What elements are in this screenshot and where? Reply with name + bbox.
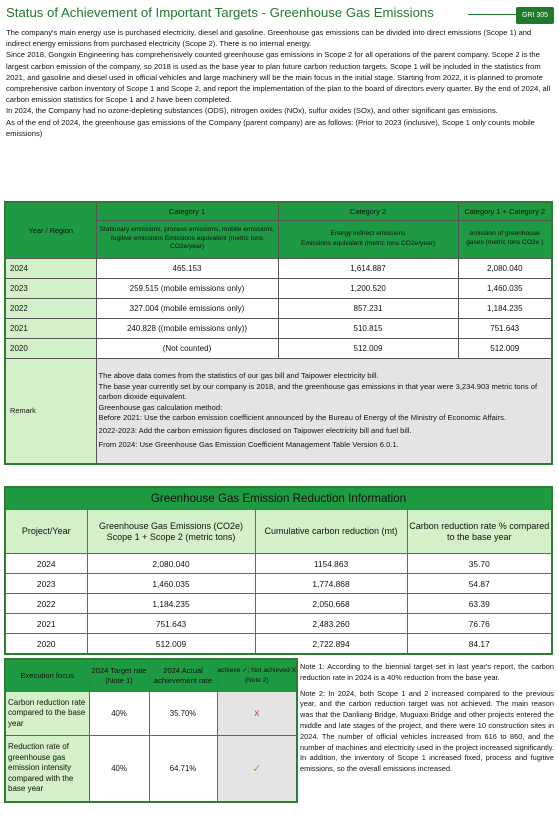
note-2: Note 2: In 2024, both Scope 1 and 2 increased compared to the previous year, and the carbon reduction target was not achieved. The main reason was that the Danliang Bridge, Muguaxi Bridge and other projects entered the middle and late stages of the project, and there were 10 construction sites in 2024. The number of official vehicles increased from 616 to 860, and the number of machines and electricity used in the project increased significantly. In addition, the inventory of Scope 1 increased fixed, process and fugitive emissions, so the overall emissions increased.	[300, 688, 554, 774]
remark-line: The base year currently set by our company is 2018, and the greenhouse gas emissions in that year were 3,234.903 metric tons of carbon dioxide equivalent.	[98, 381, 538, 402]
actual-rate-cell: 64.71%	[149, 736, 217, 802]
target-header-target: 2024 Target rate (Note 1)	[89, 659, 149, 692]
reduction-rate-cell: 54.87	[407, 574, 552, 594]
category2-cell: 1,200.520	[278, 278, 458, 298]
category2-header: Category 2	[278, 202, 458, 220]
reduction-rate-cell: 63.39	[407, 594, 552, 614]
category1-cell: 327.004 (mobile emissions only)	[96, 298, 278, 318]
category1-subheader: Stationary emissions, process emissions, mobile emissions, fugitive emissions Emissions equivalent (metric tons CO2e/year)	[96, 220, 278, 258]
category2-cell: 510.815	[278, 318, 458, 338]
category2-cell: 857.231	[278, 298, 458, 318]
header-rule	[468, 14, 516, 15]
total-cell: 751.643	[458, 318, 552, 338]
category2-subheader	[278, 220, 458, 258]
intro-paragraph: Since 2018, Gongxin Engineering has comprehensively counted greenhouse gas emissions in Scope 2 for all operations of the parent company. Scope 2 is the largest carbon emission of the company, so 2018 is used as the base year to plan future carbon reduction targets. Scope 1 will be included in the statistics from 2021, and gasoline and diesel used in official vehicles and large machinery will be the main focus in the initial stage. Starting from 2022, it is planned to promote comprehensive carbon inventory of Scope 1 and Scope 2, and report the implementation of the plan to the board of directors every quarter. By the end of 2024, all carbon emission statistics for Scope 1 and 2 have been completed.	[6, 50, 551, 105]
reduction-cumulative-cell: 2,483.260	[255, 614, 407, 634]
reduction-year-cell: 2024	[5, 554, 87, 574]
achievement-status-cell	[217, 736, 297, 802]
reduction-header-project: Project/Year	[5, 510, 87, 554]
gri-badge: GRI 305	[516, 7, 554, 24]
remark-line: The above data comes from the statistics of our gas bill and Taipower electricity bill.	[98, 371, 379, 381]
reduction-cumulative-cell: 1,774.868	[255, 574, 407, 594]
year-cell: 2021	[5, 318, 96, 338]
reduction-table-title: Greenhouse Gas Emission Reduction Information	[5, 487, 552, 510]
reduction-rate-cell: 35.70	[407, 554, 552, 574]
page-title: Status of Achievement of Important Targets - Greenhouse Gas Emissions	[6, 5, 434, 20]
remark-line: Greenhouse gas calculation method:	[98, 402, 223, 412]
actual-rate-cell: 35.70%	[149, 692, 217, 736]
remark-line: From 2024: Use Greenhouse Gas Emission Coefficient Management Table Version 6.0.1.	[98, 439, 399, 449]
reduction-header-rate: Carbon reduction rate % compared to the base year	[407, 510, 552, 554]
note-1: Note 1: According to the biennial target set in last year's report, the carbon reduction rate in 2024 is a 40% reduction from the base year.	[300, 662, 554, 682]
reduction-year-cell: 2022	[5, 594, 87, 614]
remark-line: Before 2021: Use the carbon emission coefficient announced by the Bureau of Energy of the Ministry of Economic Affairs.	[98, 412, 506, 422]
reduction-rate-cell: 84.17	[407, 634, 552, 655]
intro-paragraph: As of the end of 2024, the greenhouse gas emissions of the Company (parent company) are as follows: (Prior to 2023 (inclusive), Scope 1 only counts mobile emissions)	[6, 117, 535, 138]
target-rate-cell: 40%	[89, 736, 149, 802]
page-header	[6, 4, 554, 24]
reduction-cumulative-cell: 2,050.668	[255, 594, 407, 614]
year-region-header: Year / Region	[5, 202, 96, 258]
reduction-emissions-cell: 1,184.235	[87, 594, 255, 614]
target-header-focus: Execution focus	[5, 659, 89, 692]
reduction-emissions-cell: 2,080.040	[87, 554, 255, 574]
reduction-year-cell: 2021	[5, 614, 87, 634]
target-rate-cell: 40%	[89, 692, 149, 736]
year-cell: 2020	[5, 338, 96, 358]
category2-subheader-line: Emissions equivalent (metric tons CO2e/year)	[300, 240, 436, 247]
target-header-actual: 2024 Actual achievement rate	[149, 659, 217, 692]
total-cell: 2,080.040	[458, 258, 552, 278]
category12-subheader: emission of greenhouse gases (metric tons CO2e )	[458, 220, 552, 258]
reduction-header-emissions: Greenhouse Gas Emissions (CO2e) Scope 1 + Scope 2 (metric tons)	[87, 510, 255, 554]
check-icon: ✓	[252, 762, 262, 775]
category2-cell: 512.009	[278, 338, 458, 358]
reduction-year-cell: 2020	[5, 634, 87, 655]
total-cell: 1,460.035	[458, 278, 552, 298]
intro-text	[6, 27, 554, 139]
total-cell: 512.009	[458, 338, 552, 358]
remark-label: Remark	[5, 358, 96, 464]
category2-subheader-line: Energy indirect emissions	[330, 230, 406, 237]
reduction-emissions-cell: 512.009	[87, 634, 255, 655]
year-cell: 2022	[5, 298, 96, 318]
category1-cell: 259.515 (mobile emissions only)	[96, 278, 278, 298]
category1-cell: 240.828 ((mobile emissions only))	[96, 318, 278, 338]
remark-content	[96, 358, 552, 464]
total-cell: 1,184.235	[458, 298, 552, 318]
category1-cell: 465.153	[96, 258, 278, 278]
reduction-cumulative-cell: 2,722.894	[255, 634, 407, 655]
reduction-header-cumulative: Cumulative carbon reduction (mt)	[255, 510, 407, 554]
target-focus-cell: Carbon reduction rate compared to the base year	[5, 692, 89, 736]
reduction-cumulative-cell: 1154.863	[255, 554, 407, 574]
target-table	[4, 658, 298, 803]
category1-cell: (Not counted)	[96, 338, 278, 358]
emissions-table	[4, 201, 553, 465]
reduction-emissions-cell: 751.643	[87, 614, 255, 634]
cross-icon: x	[254, 708, 260, 719]
reduction-rate-cell: 76.76	[407, 614, 552, 634]
intro-paragraph: In 2024, the Company had no ozone-depleting substances (ODS), nitrogen oxides (NOx), sulfur oxides (SOx), and other significant gas emissions.	[6, 106, 498, 116]
category1-header: Category 1	[96, 202, 278, 220]
remark-line: 2022-2023: Add the carbon emission figures disclosed on Taipower electricity bill and fuel bill.	[98, 426, 412, 436]
reduction-table	[4, 486, 553, 655]
intro-paragraph: The company's main energy use is purchased electricity, diesel and gasoline. Greenhouse gas emissions can be divided into direct emissions (Scope 1) and indirect energy emissions from purchased electricity (Scope 2). There is no internal energy.	[6, 28, 532, 49]
reduction-emissions-cell: 1,460.035	[87, 574, 255, 594]
category12-header: Category 1 + Category 2	[458, 202, 552, 220]
year-cell: 2024	[5, 258, 96, 278]
notes-section	[300, 662, 554, 780]
target-header-achieve: achieve ✓; Not achieved X (Note 2)	[217, 659, 297, 692]
achievement-status-cell	[217, 692, 297, 736]
category2-cell: 1,614.887	[278, 258, 458, 278]
year-cell: 2023	[5, 278, 96, 298]
reduction-year-cell: 2023	[5, 574, 87, 594]
target-focus-cell: Reduction rate of greenhouse gas emission intensity compared with the base year	[5, 736, 89, 802]
